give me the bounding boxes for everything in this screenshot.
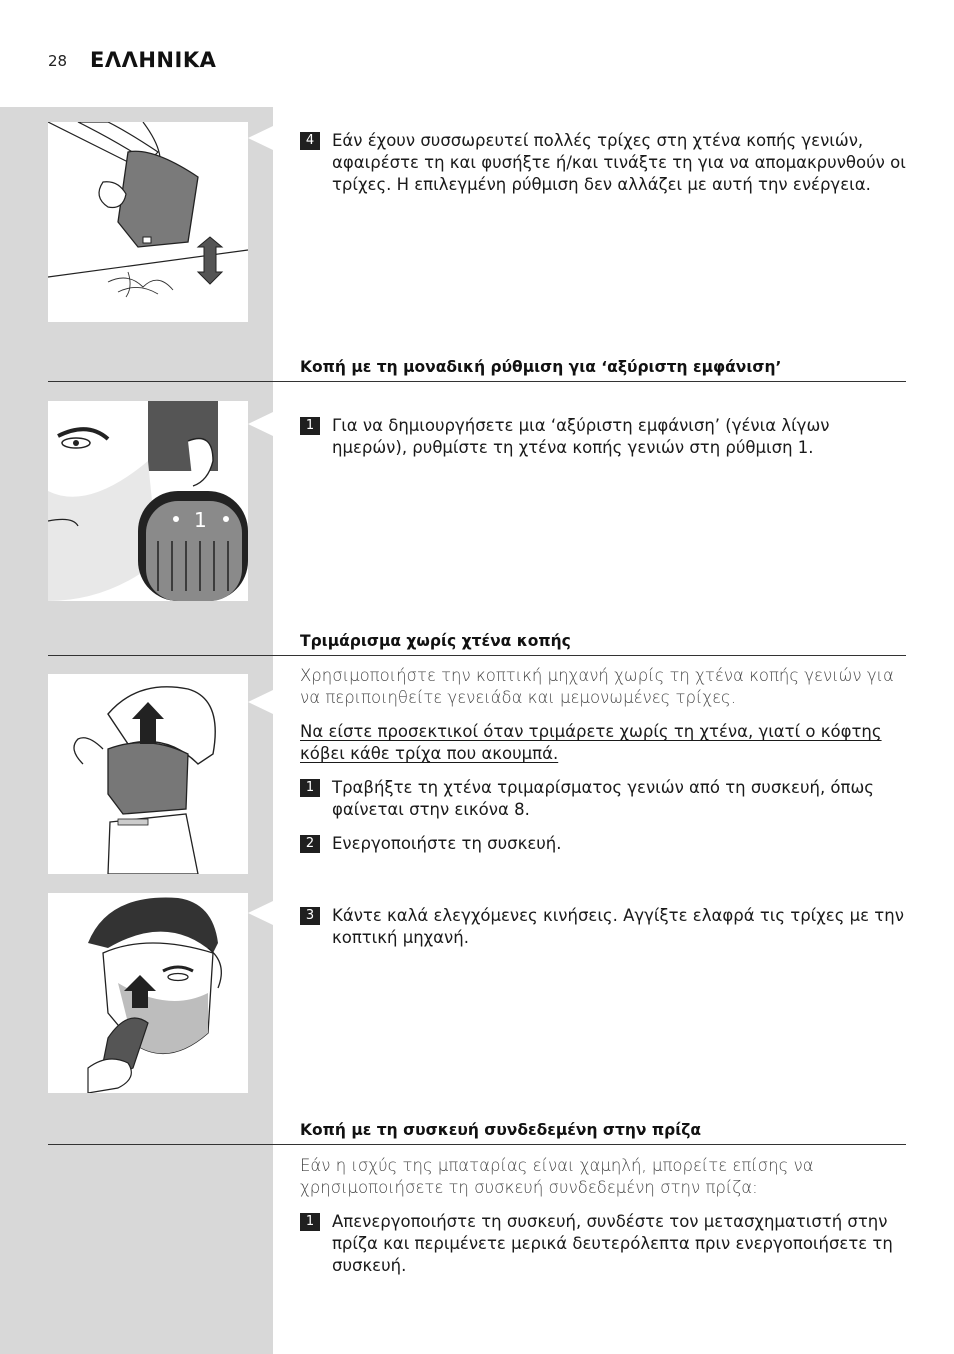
step-text: Τραβήξτε τη χτένα τριμαρίσματος γενιών από τη συσκευή, όπως φαίνεται στην εικόνα 8. [332,778,874,819]
step-4-comb-clean [300,130,906,196]
step-text: Ενεργοποιήστε τη συσκευή. [332,834,562,853]
step-text: Για να δημιουργήσετε μια ‘αξύριστη εμφάνιση’ (γένια λίγων ημερών), ρυθμίστε τη χτένα κοπής γενιών στη ρύθμιση 1. [332,416,830,457]
page-language-title: ΕΛΛΗΝΙΚΑ [90,48,217,72]
step-number: 3 [300,907,320,925]
step-3-no-comb [300,905,906,949]
section-heading-mains: Κοπή με τη συσκευή συνδεδεμένη στην πρίζα [300,1121,702,1139]
step-text: Απενεργοποιήστε τη συσκευή, συνδέστε τον μετασχηματιστή στην πρίζα και περιμένετε μερικά δευτερόλεπτα πριν ενεργοποιήσετε τη συσκευή. [332,1212,893,1275]
section-rule [48,1144,906,1145]
notch [248,901,273,925]
section-heading-stubble: Κοπή με τη μοναδική ρύθμιση για ‘αξύριστη εμφάνιση’ [300,358,782,376]
intro-text: Εάν η ισχύς της μπαταρίας είναι χαμηλή, μπορείτε επίσης να χρησιμοποιήσετε τη συσκευή συνδεδεμένη στην πρίζα: [300,1156,814,1197]
step-number: 1 [300,1213,320,1231]
intro-text: Χρησιμοποιήστε την κοπτική μηχανή χωρίς τη χτένα κοπής γενιών για να περιποιηθείτε γενειάδα και μεμονωμένες τρίχες. [300,666,894,707]
illustration-comb-cleaning [48,122,248,322]
section-rule [48,655,906,656]
notch [248,412,273,436]
mains-content [300,1155,906,1277]
illustration-remove-comb [48,674,248,874]
step-number: 1 [300,417,320,435]
page-number: 28 [48,52,68,70]
warning-text: Να είστε προσεκτικοί όταν τριμάρετε χωρίς τη χτένα, γιατί ο κόφτης κόβει κάθε τρίχα που ακουμπά. [300,722,882,763]
step-1-stubble [300,415,906,459]
step-text: Κάντε καλά ελεγχόμενες κινήσεις. Αγγίξτε ελαφρά τις τρίχες με την κοπτική μηχανή. [332,906,904,947]
step-number: 1 [300,779,320,797]
illustration-trimming [48,893,248,1093]
step-text: Εάν έχουν συσσωρευτεί πολλές τρίχες στη χτένα κοπής γενιών, αφαιρέστε τη και φυσήξτε ή/και τινάξτε τη για να απομακρυνθούν οι τρίχες. Η επιλεγμένη ρύθμιση δεν αλλάζει με αυτή την ενέργεια. [332,131,906,194]
notch [248,126,273,150]
notch [248,690,273,714]
step-number: 4 [300,132,320,150]
illustration-stubble-setting [48,401,248,601]
no-comb-content [300,665,906,855]
section-heading-no-comb: Τριμάρισμα χωρίς χτένα κοπής [300,632,571,650]
step-number: 2 [300,835,320,853]
section-rule [48,381,906,382]
dial-label: 1 [194,508,207,532]
